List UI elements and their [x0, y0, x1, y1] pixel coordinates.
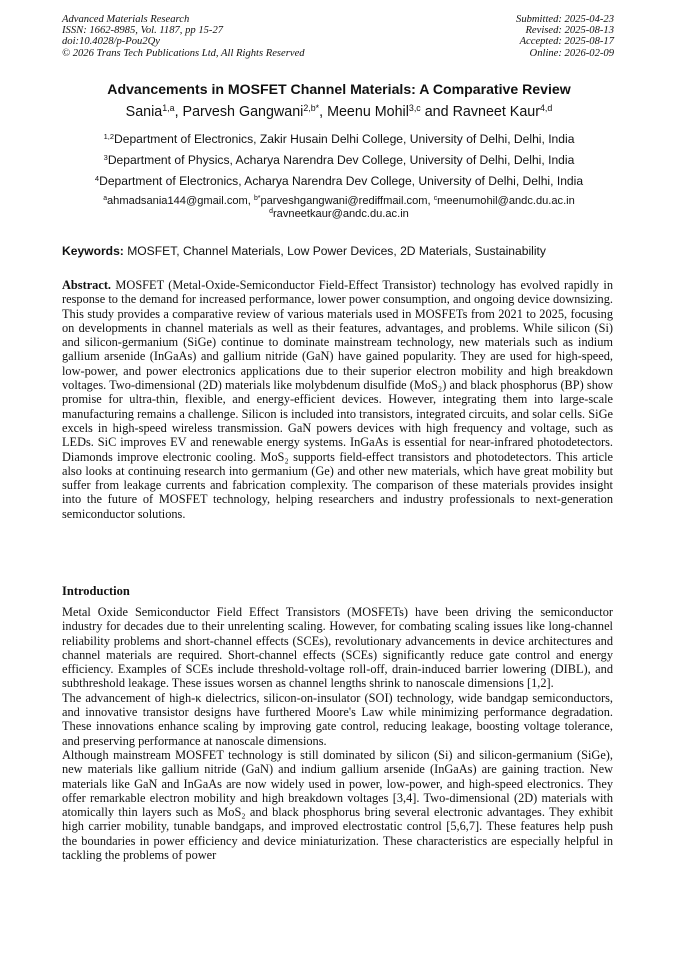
email-address[interactable]: ravneetkaur@andc.du.ac.in: [272, 207, 409, 220]
paragraph: The advancement of high-κ dielectrics, silicon-on-insulator (SOI) technology, wide bandgap semiconductors, and innovative transistor designs have furthered Moore's Law while minimizing performance degradation. These innovations enhance scaling by improving gate control, reducing leakage, boosting voltage tolerance, and preserving performance at nanoscale dimensions.: [62, 690, 613, 748]
online-date: Online: 2026-02-09: [529, 47, 614, 59]
author-separator: and: [420, 104, 453, 120]
affiliation: [0, 174, 678, 188]
email-address[interactable]: parveshgangwani@rediffmail.com,: [260, 195, 434, 207]
introduction-body: [62, 605, 613, 862]
author-name: Sania: [125, 104, 163, 120]
abstract: [62, 278, 613, 521]
author-name: Ravneet Kaur: [452, 104, 540, 120]
paragraph: Although mainstream MOSFET technology is still dominated by silicon (Si) and silicon-germanium (SiGe), new materials like gallium nitride (GaN) and indium gallium arsenide (InGaAs) are gaining traction. New materials like GaN and InGaAs are now widely used in power, low-power, and high-speed electronics. They offer remarkable electron mobility and high breakdown voltages [3,4]. Two-dimensional (2D) materials with atomically thin layers such as MoS₂ and black phosphorus bring several electronic advantages. They exhibit high carrier mobility, tunable bandgaps, and improved electrostatic control [5,6,7]. These features help push the boundaries in power efficiency and device miniaturization. These characteristics are especially helpful in tackling the problems of power: [62, 747, 613, 863]
keywords-text: MOSFET, Channel Materials, Low Power Devices, 2D Materials, Sustainability: [123, 244, 546, 258]
affiliation: [0, 132, 678, 146]
author-affiliation-mark: 2,b*: [303, 103, 320, 114]
email-mark: c: [433, 195, 438, 203]
affiliation-mark: 4: [94, 173, 100, 183]
author-affiliation-mark: 1,a: [162, 103, 175, 114]
journal-name: Advanced Materials Research: [62, 14, 190, 25]
paragraph: Metal Oxide Semiconductor Field Effect Transistors (MOSFETs) have been driving the semiconductor industry for decades due to their unrelenting scaling. However, for combating scaling issues like long-channel reliability problems and short-channel effects (SCEs), revolutionary advancements in device architectures and channel materials are required. Short-channel effects (SCEs) significantly reduce gate control and energy efficiency. Examples of SCEs include threshold-voltage roll-off, drain-induced barrier lowering (DIBL), and subthreshold leakage. These issues worsen as channel lengths shrink to nanoscale dimensions [1,2].: [62, 605, 613, 691]
email-address[interactable]: meenumohil@andc.du.ac.in: [437, 195, 575, 207]
submitted-date: Submitted: 2025-04-23: [516, 14, 614, 25]
abstract-label: Abstract.: [62, 278, 112, 292]
section-heading-introduction: Introduction: [62, 584, 130, 598]
affiliation-mark: 3: [103, 152, 108, 162]
journal-header: [62, 14, 305, 59]
paper-title: Advancements in MOSFET Channel Materials: A Comparative Review: [107, 81, 571, 97]
affiliation-text: Department of Electronics, Zakir Husain Delhi College, University of Delhi, Delhi, India: [114, 132, 575, 146]
author-affiliation-mark: 4,d: [539, 103, 553, 114]
email-mark: d: [269, 207, 273, 215]
journal-doi: doi:10.4028/p-Pou2Qy: [62, 36, 160, 48]
affiliation: [0, 153, 678, 167]
author-affiliation-mark: 3,c: [408, 103, 421, 114]
affiliation-mark: 1,2: [103, 131, 114, 141]
affiliation-text: Department of Electronics, Acharya Narendra Dev College, University of Delhi, Delhi, India: [99, 174, 584, 188]
author-separator: ,: [174, 104, 183, 120]
abstract-text: MOSFET (Metal-Oxide-Semiconductor Field-Effect Transistor) technology has evolved rapidly in response to the demand for increased performance, lower power consumption, and ongoing device downsizing. This study provides a comparative review of various materials used in MOSFETs from 2021 to 2025, focusing on developments in channel materials as well as their features, advantages, and problems. While silicon (Si) and silicon-germanium (SiGe) continue to dominate mainstream technology, new materials such as indium gallium arsenide (InGaAs) and gallium nitride (GaN) have gained popularity. They are used for high-speed, low-power, and power electronics applications due to their superior electron mobility and high breakdown voltages. Two-dimensional (2D) materials like molybdenum disulfide (MoS₂) and black phosphorus (BP) show promise for ultra-thin, flexible, and energy-efficient devices. However, integrating them into large-scale manufacturing remains a challenge. Silicon is included into transistors, integrated circuits, and solar cells. SiGe excels in high-speed wireless transmission. GaN powers devices with high frequency and voltage, such as LEDs. SiC improves EV and renewable energy systems. InGaAs is essential for near-infrared photodetectors. Diamonds improve electronic cooling. MoS₂ supports field-effect transistors and photodetectors. This article also looks at continuing research into germanium (Ge) and other new materials, which have great mobility but suffer from leakage currents and fabrication complexity. The comparison of these materials provides insight into the future of MOSFET technology, helping researchers and industry professionals to next-generation semiconductor solutions.: [62, 278, 613, 521]
author-name: Meenu Mohil: [327, 104, 409, 120]
dates-header: [516, 14, 614, 59]
author-list: [0, 104, 678, 120]
revised-date: Revised: 2025-08-13: [525, 25, 614, 37]
keywords: [62, 244, 618, 258]
journal-copyright: © 2026 Trans Tech Publications Ltd, All Rights Reserved: [62, 47, 305, 59]
keywords-label: Keywords:: [62, 244, 124, 258]
email-mark: a: [103, 195, 108, 203]
affiliation-text: Department of Physics, Acharya Narendra Dev College, University of Delhi, Delhi, India: [107, 153, 575, 167]
email-address[interactable]: ahmadsania144@gmail.com,: [107, 195, 254, 207]
author-name: Parvesh Gangwani: [182, 104, 304, 120]
author-separator: ,: [319, 104, 328, 120]
email-mark: b*: [253, 195, 261, 203]
email-list: [0, 195, 678, 220]
accepted-date: Accepted: 2025-08-17: [519, 36, 614, 48]
journal-issn: ISSN: 1662-8985, Vol. 1187, pp 15-27: [62, 25, 224, 37]
